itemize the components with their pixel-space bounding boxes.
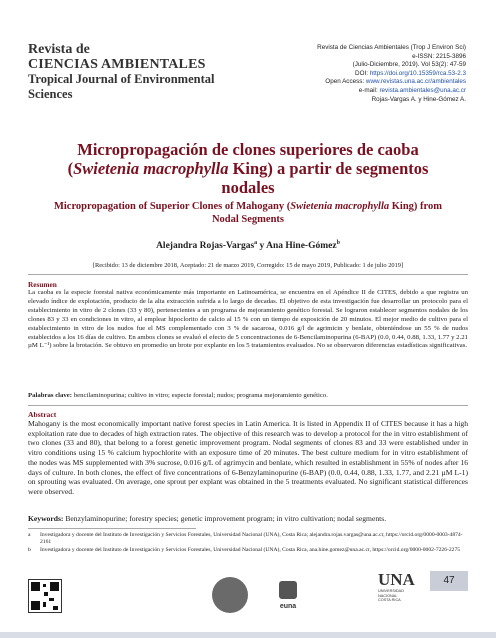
footnote-text: Investigadora y docente del Instituto de Investigación y Servicios Forestales, Universidad Nacional (UNA), Costa Rica, ana.hine.gomez@una.ac.cr, https://orcid.org/0000-0002-7226-2275	[40, 547, 461, 554]
meta-journal: Revista de Ciencias Ambientales (Trop J Environ Sci)	[317, 44, 466, 51]
una-sub-2: NACIONAL	[378, 593, 398, 598]
institute-seal-icon	[212, 577, 248, 613]
doi-link[interactable]: https://doi.org/10.15359/rca.53-2.3	[369, 69, 466, 77]
footnote-text: Investigadora y docente del Instituto de Investigación y Servicios Forestales, Universidad Nacional (UNA), Costa Rica; alejandra.rojas.vargas@una.ac.cr, https://orcid.org/0000-0003-4874-2161	[40, 532, 463, 546]
meta-volume: (Julio-Diciembre, 2019). Vol 53(2): 47-59	[352, 61, 466, 69]
meta-doi-label: DOI:	[355, 69, 370, 77]
meta-doi	[246, 70, 466, 79]
meta-open-access-label: Open Access:	[325, 78, 366, 86]
meta-issn: e-ISSN: 2215-3896	[412, 52, 466, 60]
author-2-affiliation: b	[336, 240, 340, 246]
title-es-species: Swietenia macrophylla	[73, 159, 229, 178]
journal-logo	[28, 42, 238, 102]
title-english	[40, 200, 456, 226]
title-en-part2: King) from Nodal Segments	[211, 201, 443, 225]
title-spanish	[40, 140, 456, 197]
keywords-label: Keywords:	[28, 514, 64, 523]
una-label: UNA	[378, 570, 415, 589]
footnote-key: a	[28, 532, 31, 538]
keywords-text: Benzylaminopurine; forestry species; genetic improvement program; in vitro cultivation; nodal segments.	[63, 514, 387, 523]
euna-mark-icon	[279, 581, 297, 599]
publication-dates: [Recibido: 13 de diciembre 2018, Aceptado: 21 de marzo 2019, Corregido: 15 de mayo 2019, Publicado: 1 de julio 2019]	[92, 262, 404, 269]
title-en-part1: Micropropagation of Superior Clones of Mahogany (	[53, 201, 291, 212]
page-number: 47	[430, 571, 468, 591]
meta-email	[246, 87, 466, 96]
article-metadata	[246, 44, 466, 104]
palabras-clave	[28, 392, 468, 401]
divider-footnotes	[28, 528, 196, 529]
una-logo	[378, 571, 428, 615]
footnote-a	[28, 532, 468, 546]
footnote-b	[28, 547, 468, 554]
euna-logo	[273, 581, 303, 615]
authors	[40, 240, 456, 251]
meta-authors-short: Rojas-Vargas A. y Hine-Gómez A.	[371, 95, 466, 103]
footnote-key: b	[28, 547, 31, 554]
divider-middle	[28, 405, 468, 406]
journal-name-line2: CIENCIAS AMBIENTALES	[28, 57, 206, 72]
author-2: Ana Hine-Gómez	[266, 241, 337, 252]
euna-label: euna	[279, 603, 297, 610]
meta-open-access	[246, 78, 466, 87]
resumen-text: La caoba es la especie forestal nativa económicamente más importante en Latinoamérica, se encuentra en el Apéndice II de CITES, debido a que registra un elevado índice de explotación, producto de la alta extracción sufrida a lo largo de decadas. El objetivo de esta investigación fue desarrollar un protocolo para el establecimiento in vitro de 2 clones (33 y 80), pertenecientes a un programa de mejoramiento genético forestal. Se lograron establecer segmentos nodales de los clones 83 y 33 en condiciones in vitro, al emplear hipoclorito de calcio al 15 % con un tiempo de exposición de 20 minutos. El mejor medio de cultivo para el establecimiento in vitro de los nudos fue el MS complementado con 3 % de sacarosa, 0.016 g/l de agrimicin y benlate, obteniéndose un 55 % de nudos establecidos a los 16 días de cultivo. En ambos clones se evaluó el efecto de 5 concentraciones de 6-Bencilaminopurina (6-BAP) (0.0, 0.44, 0.88, 1.33, 1.77 y 2.21 µM L⁻¹) sobre la brotación. Se obtuvo en promedio un brote por explante en los 5 tratamientos evaluados. No se observaron diferencias estadísticas significativas.	[28, 289, 468, 350]
una-sub-1: UNIVERSIDAD	[378, 589, 404, 593]
resumen-heading: Resumen	[28, 280, 57, 289]
title-es-part1: Micropropagación de clones superiores de caoba (	[67, 140, 419, 178]
meta-email-label: e-mail:	[358, 86, 380, 94]
palabras-clave-label: Palabras clave:	[28, 392, 73, 399]
open-access-link[interactable]: www.revistas.una.ac.cr/ambientales	[365, 78, 466, 86]
keywords	[28, 514, 468, 524]
author-joiner: y	[257, 241, 267, 252]
title-en-species: Swietenia macrophylla	[290, 201, 390, 212]
abstract-heading: Abstract	[28, 410, 57, 419]
author-1: Alejandra Rojas-Vargas	[156, 241, 255, 252]
abstract-text: Mahogany is the most economically important native forest species in Latin America. It is listed in Appendix II of CITES because it has a high exploitation rate due to decades of high extraction rates. The objective of this research was to develop a protocol for the in vitro establishment of two clones (33 and 80), that belong to a forest genetic improvement program. Nodal segments of clones 83 and 33 were established under in vitro conditions using 15 % calcium hypochlorite with an exposure time of 20 minutes. The best culture medium for in vitro establishment of the nodes was MS supplemented with 3% sucrose, 0.016 g/L of agrimycin and benlate, which resulted in establishment in 55% of nodes after 16 days of culture. In both clones, the effect of five concentrations of 6-Benzylaminopurine (6-BAP) (0.0, 0.44, 0.88, 1.33, 1.77, and 2.21 µM L-1) on sprouting was evaluated. On average, one sprout per explant was obtained in the 5 treatments evaluated. No significant statistical differences were observed.	[28, 419, 468, 496]
palabras-clave-text: bencilaminopurina; cultivo in vitro; especie forestal; nudos; programa mejoramiento genético.	[72, 392, 328, 399]
email-link[interactable]: revista.ambientales@una.ac.cr	[379, 86, 466, 94]
page-bottom-bar	[0, 632, 496, 638]
journal-name-line1: Revista de	[28, 42, 90, 57]
qr-code-icon	[28, 579, 62, 613]
journal-name-line3: Tropical Journal of Environmental Sciences	[28, 72, 215, 101]
footer-logos	[28, 571, 468, 621]
footnotes	[28, 532, 468, 556]
author-1-affiliation: a	[254, 240, 258, 246]
title-es-part2: King) a partir de segmentos nodales	[221, 159, 429, 197]
una-sub-3: COSTA RICA	[378, 598, 401, 602]
divider-top	[28, 274, 468, 275]
